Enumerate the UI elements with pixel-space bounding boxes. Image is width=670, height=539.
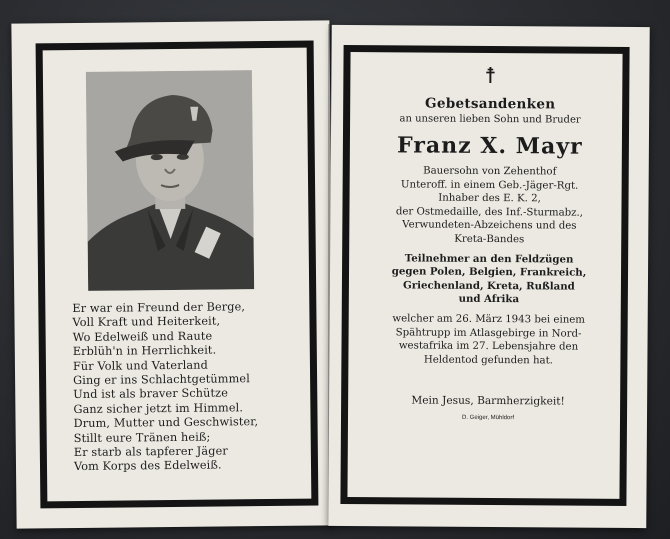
death-line: welcher am 26. März 1943 bei einem [392,313,586,326]
campaign-line: gegen Polen, Belgien, Frankreich, [391,265,587,279]
death-line: Heldentod gefunden hat. [423,354,553,367]
campaign-line: Griechenland, Kreta, Rußland [403,279,575,293]
bio-line: der Ostmedaille, des Inf.-Sturmabz., [395,206,584,219]
poem-line: Erblüh'n in Herrlichkeit. [72,343,217,359]
campaign-line: und Afrika [458,293,520,306]
bio-line: Bauersohn von Zehenthof [423,165,557,178]
death-line: Spähtrupp im Atlasgebirge in Nord- [395,326,582,340]
bio-line: Inhaber des E. K. 2, [438,192,541,205]
bio-line: Unteroff. in einem Geb.-Jäger-Rgt. [400,178,579,192]
memorial-text [357,49,622,422]
death-line: westafrika im 27. Lebensjahre den [398,340,579,353]
closing-prayer: Mein Jesus, Barmherzigkeit! [411,394,565,408]
poem-line: Er starb als tapferer Jäger [73,444,228,460]
memorial-poem [72,300,314,475]
card-subheading: an unseren lieben Sohn und Bruder [399,113,581,126]
poem-line: Er war ein Freund der Berge, [72,300,246,316]
poem-line: Ging er ins Schlachtgetümmel [73,372,250,388]
poem-line: Für Volk und Vaterland [72,358,209,373]
bio-line: Kreta-Bandes [454,233,525,246]
campaign-line: Teilnehmer an den Feldzügen [404,251,574,266]
poem-line: Voll Kraft und Heiterkeit, [72,314,221,330]
card-heading: Gebetsandenken [424,95,556,113]
soldier-portrait [86,70,254,291]
poem-line: Vom Korps des Edelweiß. [73,458,222,474]
poem-line: Drum, Mutter und Geschwister, [73,415,259,431]
deceased-name: Franz X. Mayr [397,132,583,160]
poem-line: Wo Edelweiß und Raute [72,329,213,344]
poem-line: Stillt eure Tränen heiß; [73,430,211,445]
cross-icon: ☨ [484,63,497,90]
poem-line: Und ist als braver Schütze [73,386,229,402]
right-card [328,25,649,528]
bio-line: Verwundeten-Abzeichens und des [402,219,577,232]
poem-line: Ganz sicher jetzt im Himmel. [73,401,244,416]
left-card [11,20,334,528]
printer-credit: D. Geiger, Mühldorf [461,415,515,422]
